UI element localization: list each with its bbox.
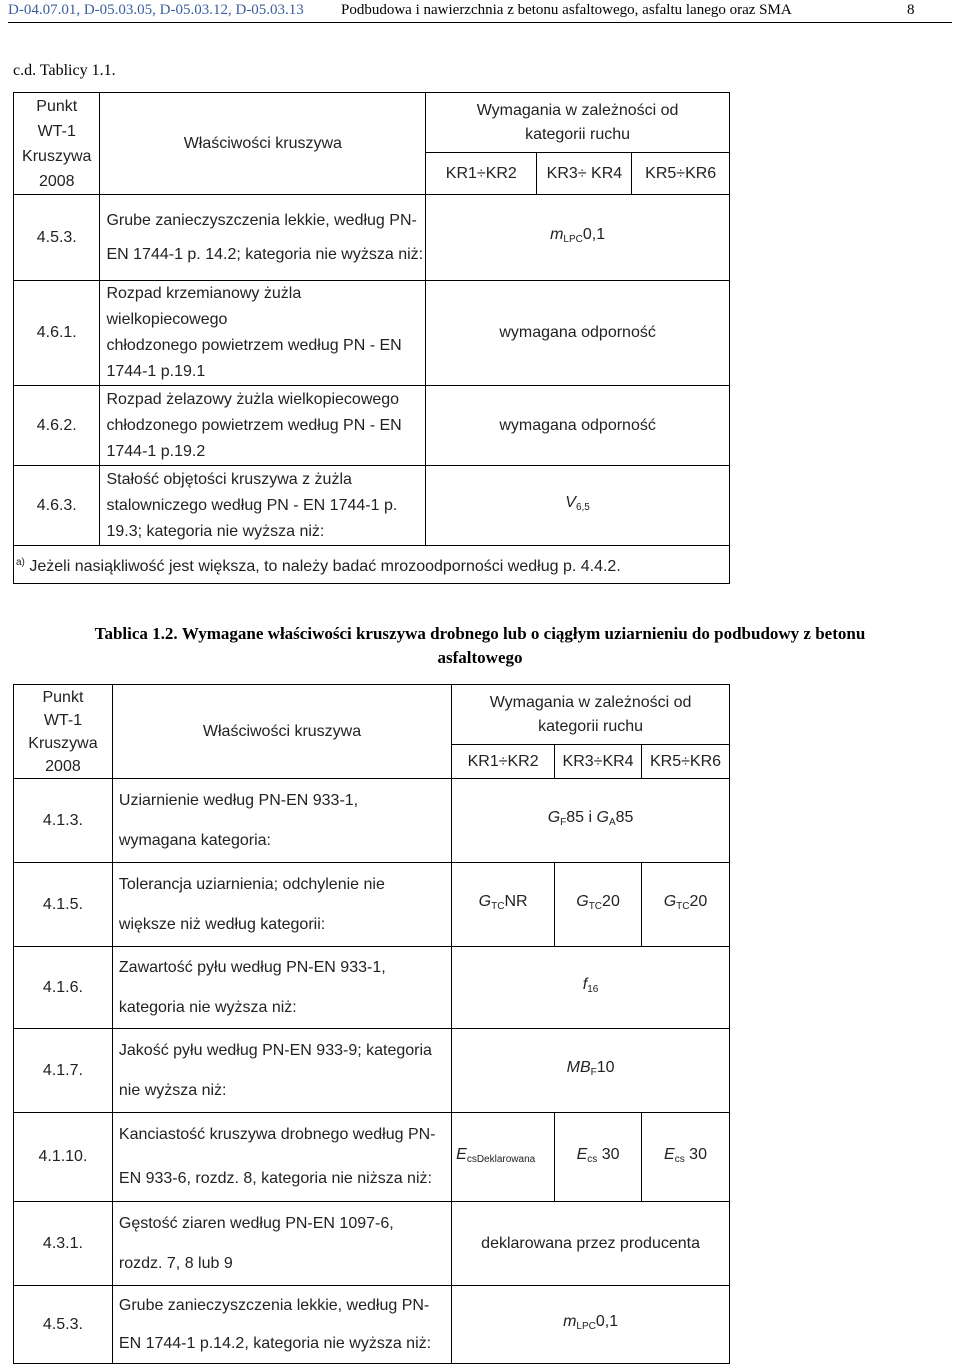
table-1-2-title: Tablica 1.2. Wymagane właściwości kruszywa drobnego lub o ciągłym uziarnieniu do podbudowy z betonu asfaltowego [94,624,866,667]
property-cell: Jakość pyłu według PN-EN 933-9; kategoria nie wyższa niż: [112,1029,451,1113]
property-cell: Zawartość pyłu według PN-EN 933-1, kategoria nie wyższa niż: [112,947,451,1029]
continuation-label: c.d. Tablicy 1.1. [13,62,116,79]
kr-header: KR1÷KR2 [426,153,537,195]
table-row [14,779,730,863]
kr-header: KR3÷ KR4 [537,153,632,195]
kr-header: KR3÷KR4 [555,745,642,779]
document-title: Podbudowa i nawierzchnia z betonu asfaltowego, asfaltu lanego oraz SMA [341,2,792,18]
punkt-cell: 4.1.5. [14,863,113,947]
table-row [14,1113,730,1202]
requirement-cell: $MB_F10$ [452,1029,730,1113]
requirement-cell: wymagana odporność [426,281,730,386]
col-wlasciwosci-header: Właściwości kruszywa [100,93,426,195]
property-cell: Rozpad żelazowy żużla wielkopiecowego chłodzonego powietrzem według PN - EN 1744-1 p.19.2 [100,386,426,466]
table-row [14,863,730,947]
punkt-cell: 4.6.2. [14,386,100,466]
requirement-cell: $V_{6,5}$ [426,466,730,546]
kr-header: KR5÷KR6 [632,153,730,195]
property-cell: Kanciastość kruszywa drobnego według PN- EN 933-6, rozdz. 8, kategoria nie niższa niż: [112,1113,451,1202]
table-row [14,1286,730,1364]
punkt-cell: 4.1.6. [14,947,113,1029]
footnote: $^{a)}$ Jeżeli nasiąkliwość jest większa, to należy badać mrozoodporności według p. 4.4.2. [14,546,730,584]
requirement-cell: $f_{16}$ [452,947,730,1029]
table-row [14,466,730,546]
property-cell: Uziarnienie według PN-EN 933-1, wymagana kategoria: [112,779,451,863]
punkt-cell: 4.1.3. [14,779,113,863]
table-row [14,947,730,1029]
col-wymagania-header: Wymagania w zależności od kategorii ruchu [426,93,730,153]
table-row [14,386,730,466]
requirement-cell: $G_F85$ i $G_A85$ [452,779,730,863]
requirement-cell: deklarowana przez producenta [452,1202,730,1286]
running-header [8,0,952,23]
page-number: 8 [907,2,915,18]
table-1-2 [13,684,730,1364]
requirement-cell: $m_{LPC}0,1$ [426,195,730,281]
property-cell: Rozpad krzemianowy żużla wielkopiecowego chłodzonego powietrzem według PN - EN 1744-1 p.19.1 [100,281,426,386]
requirement-cell: wymagana odporność [426,386,730,466]
table-1-1 [13,92,730,584]
punkt-cell: 4.5.3. [14,195,100,281]
col-punkt-header: Punkt WT-1 Kruszywa 2008 [14,685,113,779]
table-row [14,195,730,281]
punkt-cell: 4.1.10. [14,1113,113,1202]
property-cell: Grube zanieczyszczenia lekkie, według PN- EN 1744-1 p. 14.2; kategoria nie wyższa niż: [100,195,426,281]
property-cell: Gęstość ziaren według PN-EN 1097-6, rozdz. 7, 8 lub 9 [112,1202,451,1286]
requirement-cell: $E_{cs}$ 30 [555,1113,642,1202]
col-wlasciwosci-header: Właściwości kruszywa [112,685,451,779]
punkt-cell: 4.5.3. [14,1286,113,1364]
property-cell: Tolerancja uziarnienia; odchylenie nie większe niż według kategorii: [112,863,451,947]
footnote-row [14,546,730,584]
requirement-cell: $G_{TC}NR$ [452,863,555,947]
requirement-cell: $G_{TC}20$ [555,863,642,947]
spec-codes: D-04.07.01, D-05.03.05, D-05.03.12, D-05.03.13 [8,2,304,18]
property-cell: Stałość objętości kruszywa z żużla stalowniczego według PN - EN 1744-1 p. 19.3; kategoria nie wyższa niż: [100,466,426,546]
requirement-cell: $m_{LPC}0,1$ [452,1286,730,1364]
kr-header: KR5÷KR6 [642,745,730,779]
col-punkt-header: Punkt WT-1 Kruszywa 2008 [14,93,100,195]
table-row [14,1029,730,1113]
property-cell: Grube zanieczyszczenia lekkie, według PN- EN 1744-1 p.14.2, kategoria nie wyższa niż: [112,1286,451,1364]
table-row [14,281,730,386]
requirement-cell: $E_{cs}$ 30 [642,1113,730,1202]
punkt-cell: 4.3.1. [14,1202,113,1286]
table-row [14,1202,730,1286]
kr-header: KR1÷KR2 [452,745,555,779]
col-wymagania-header: Wymagania w zależności od kategorii ruchu [452,685,730,745]
punkt-cell: 4.1.7. [14,1029,113,1113]
punkt-cell: 4.6.1. [14,281,100,386]
requirement-cell: $E_{csDeklarowana}$ [452,1113,555,1202]
punkt-cell: 4.6.3. [14,466,100,546]
requirement-cell: $G_{TC}20$ [642,863,730,947]
